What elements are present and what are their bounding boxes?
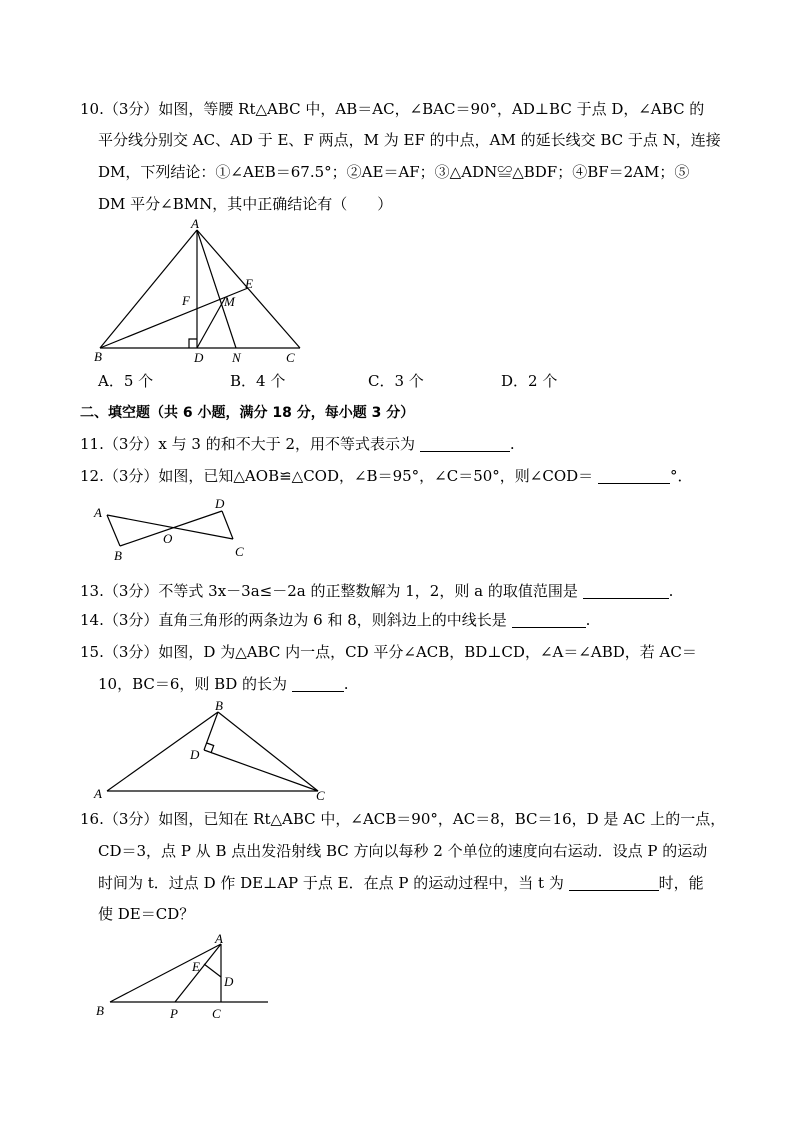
q16-end: 时，能 [658, 874, 704, 892]
q10-option-b: B．4 个 [230, 372, 286, 390]
q10-label-a: A [191, 216, 199, 231]
q13-end: . [668, 582, 674, 600]
q11-end: . [509, 435, 515, 453]
q10-line1: 10.（3分）如图，等腰 Rt△ABC 中，AB＝AC，∠BAC＝90°，AD⊥BC 于点 D，∠ABC 的 [80, 100, 705, 118]
q14-text: 14.（3分）直角三角形的两条边为 6 和 8，则斜边上的中线长是 [80, 611, 507, 629]
q10-figure [90, 218, 330, 368]
q12-label-c: C [235, 544, 244, 559]
q10-line4: DM 平分∠BMN，其中正确结论有（ ） [98, 195, 393, 213]
q15-answer-blank[interactable] [292, 675, 344, 692]
q15-line2 [98, 674, 349, 694]
q12-label-d: D [215, 496, 225, 511]
q16-label-e: E [192, 959, 200, 974]
q16-label-c: C [212, 1006, 221, 1021]
q12-end: °． [669, 467, 693, 485]
q16-line2: CD＝3，点 P 从 B 点出发沿射线 BC 方向以每秒 2 个单位的速度向右运动．设点 P 的运动 [98, 842, 708, 860]
q16-figure [90, 932, 290, 1032]
q10-line3: DM，下列结论：①∠AEB＝67.5°；②AE＝AF；③△ADN≌△BDF；④BF＝2AM；⑤ [98, 163, 690, 181]
q11-answer-blank[interactable] [420, 435, 510, 452]
q14-answer-blank[interactable] [512, 611, 586, 628]
q15-label-d: D [190, 747, 200, 762]
q15-label-b: B [215, 698, 223, 713]
q10-option-c: C．3 个 [368, 372, 424, 390]
q15-line1: 15.（3分）如图，D 为△ABC 内一点，CD 平分∠ACB，BD⊥CD，∠A＝∠ABD，若 AC＝ [80, 643, 697, 661]
q16-label-a: A [215, 931, 223, 946]
q12-label-a: A [94, 505, 102, 520]
q10-label-b: B [94, 349, 102, 364]
q12-text: 12.（3分）如图，已知△AOB≌△COD，∠B＝95°，∠C＝50°，则∠COD＝ [80, 467, 594, 485]
q12-label-o: O [163, 531, 173, 546]
q16-answer-blank[interactable] [569, 874, 659, 891]
q11-text: 11.（3分）x 与 3 的和不大于 2，用不等式表示为 [80, 435, 416, 453]
q10-label-c: C [286, 350, 295, 365]
q16-label-p: P [170, 1006, 178, 1021]
q14-end: . [585, 611, 591, 629]
q13-answer-blank[interactable] [583, 582, 669, 599]
section2-title: 二、填空题（共 6 小题，满分 18 分，每小题 3 分） [80, 405, 415, 421]
q12 [80, 466, 692, 486]
q12-figure [90, 496, 260, 566]
q10-label-m: M [224, 294, 235, 309]
q16-text: 时间为 t．过点 D 作 DE⊥AP 于点 E．在点 P 的运动过程中，当 t 为 [98, 874, 564, 892]
q13-text: 13.（3分）不等式 3x－3a≤－2a 的正整数解为 1，2，则 a 的取值范围是 [80, 582, 578, 600]
q10-option-a: A．5 个 [98, 372, 154, 390]
q14 [80, 610, 590, 630]
q15-figure [90, 698, 340, 803]
q10-label-f: F [182, 293, 190, 308]
q15-end: . [343, 675, 349, 693]
q15-text: 10，BC＝6，则 BD 的长为 [98, 675, 287, 693]
q10-option-d: D．2 个 [501, 372, 558, 390]
q10-label-e: E [245, 276, 253, 291]
q11 [80, 434, 515, 454]
q16-line4: 使 DE＝CD？ [98, 905, 195, 923]
q12-label-b: B [114, 548, 122, 563]
q13 [80, 581, 673, 601]
q15-label-c: C [316, 788, 325, 803]
q16-line1: 16.（3分）如图，已知在 Rt△ABC 中，∠ACB＝90°，AC＝8，BC＝16，D 是 AC 上的一点， [80, 810, 726, 828]
q10-label-n: N [232, 350, 241, 365]
q10-line2: 平分线分别交 AC、AD 于 E、F 两点，M 为 EF 的中点，AM 的延长线交 BC 于点 N，连接 [98, 131, 721, 149]
q16-line3 [98, 873, 704, 893]
q16-label-b: B [96, 1003, 104, 1018]
q16-label-d: D [224, 974, 234, 989]
q10-label-d: D [194, 350, 204, 365]
q15-label-a: A [94, 786, 102, 801]
q12-answer-blank[interactable] [598, 467, 670, 484]
